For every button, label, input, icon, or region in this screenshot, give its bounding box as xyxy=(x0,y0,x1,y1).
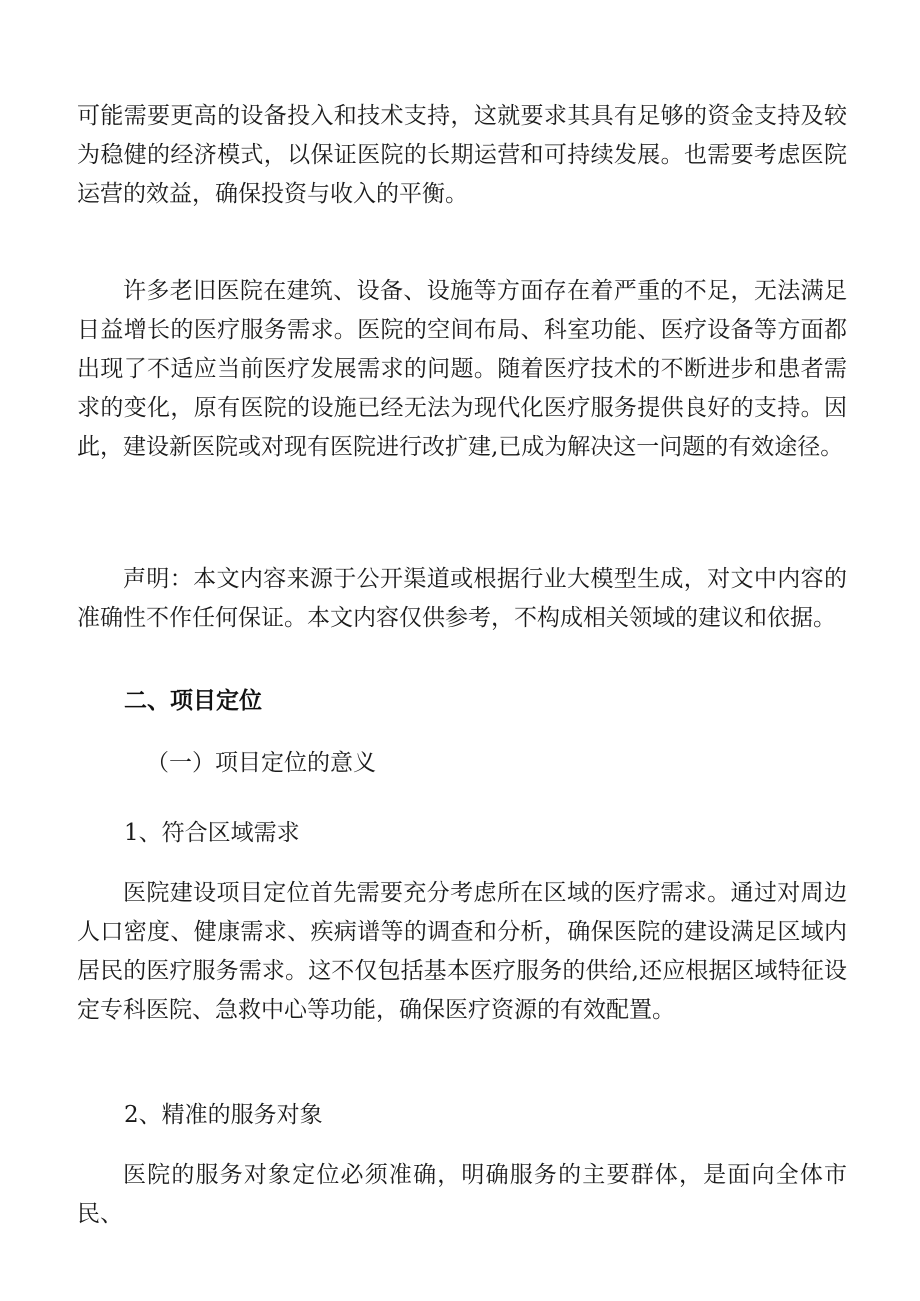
paragraph-item-2 xyxy=(77,1156,847,1234)
paragraph-text: 医院建设项目定位首先需要充分考虑所在区域的医疗需求。通过对周边人口密度、健康需求、疾病谱等的调查和分析，确保医院的建设满足区域内居民的医疗服务需求。这不仅包括基本医疗服务的供给,还应根据区域特征设定专科医院、急救中心等功能，确保医疗资源的有效配置。 xyxy=(77,880,847,1023)
paragraph-item-1 xyxy=(77,874,847,1030)
item-heading-1: 1、符合区域需求 xyxy=(124,820,300,846)
paragraph-continuation xyxy=(77,97,847,214)
section-heading: 二、项目定位 xyxy=(124,688,262,714)
item-heading-2: 2、精准的服务对象 xyxy=(124,1102,323,1128)
paragraph-text: 许多老旧医院在建筑、设备、设施等方面存在着严重的不足，无法满足日益增长的医疗服务需求。医院的空间布局、科室功能、医疗设备等方面都出现了不适应当前医疗发展需求的问题。随着医疗技术的不断进步和患者需求的变化，原有医院的设施已经无法为现代化医疗服务提供良好的支持。因此，建设新医院或对现有医院进行改扩建,已成为解决这一问题的有效途径。 xyxy=(77,278,847,460)
paragraph-text: 医院的服务对象定位必须准确，明确服务的主要群体，是面向全体市民、 xyxy=(77,1162,847,1227)
paragraph-text: 可能需要更高的设备投入和技术支持，这就要求其具有足够的资金支持及较为稳健的经济模式，以保证医院的长期运营和可持续发展。也需要考虑医院运营的效益，确保投资与收入的平衡。 xyxy=(77,103,847,207)
subsection-heading: （一）项目定位的意义 xyxy=(146,750,376,776)
paragraph-old-hospitals xyxy=(77,272,847,467)
paragraph-text: 声明：本文内容来源于公开渠道或根据行业大模型生成，对文中内容的准确性不作任何保证。本文内容仅供参考，不构成相关领域的建议和依据。 xyxy=(77,566,847,631)
paragraph-disclaimer xyxy=(77,560,847,638)
